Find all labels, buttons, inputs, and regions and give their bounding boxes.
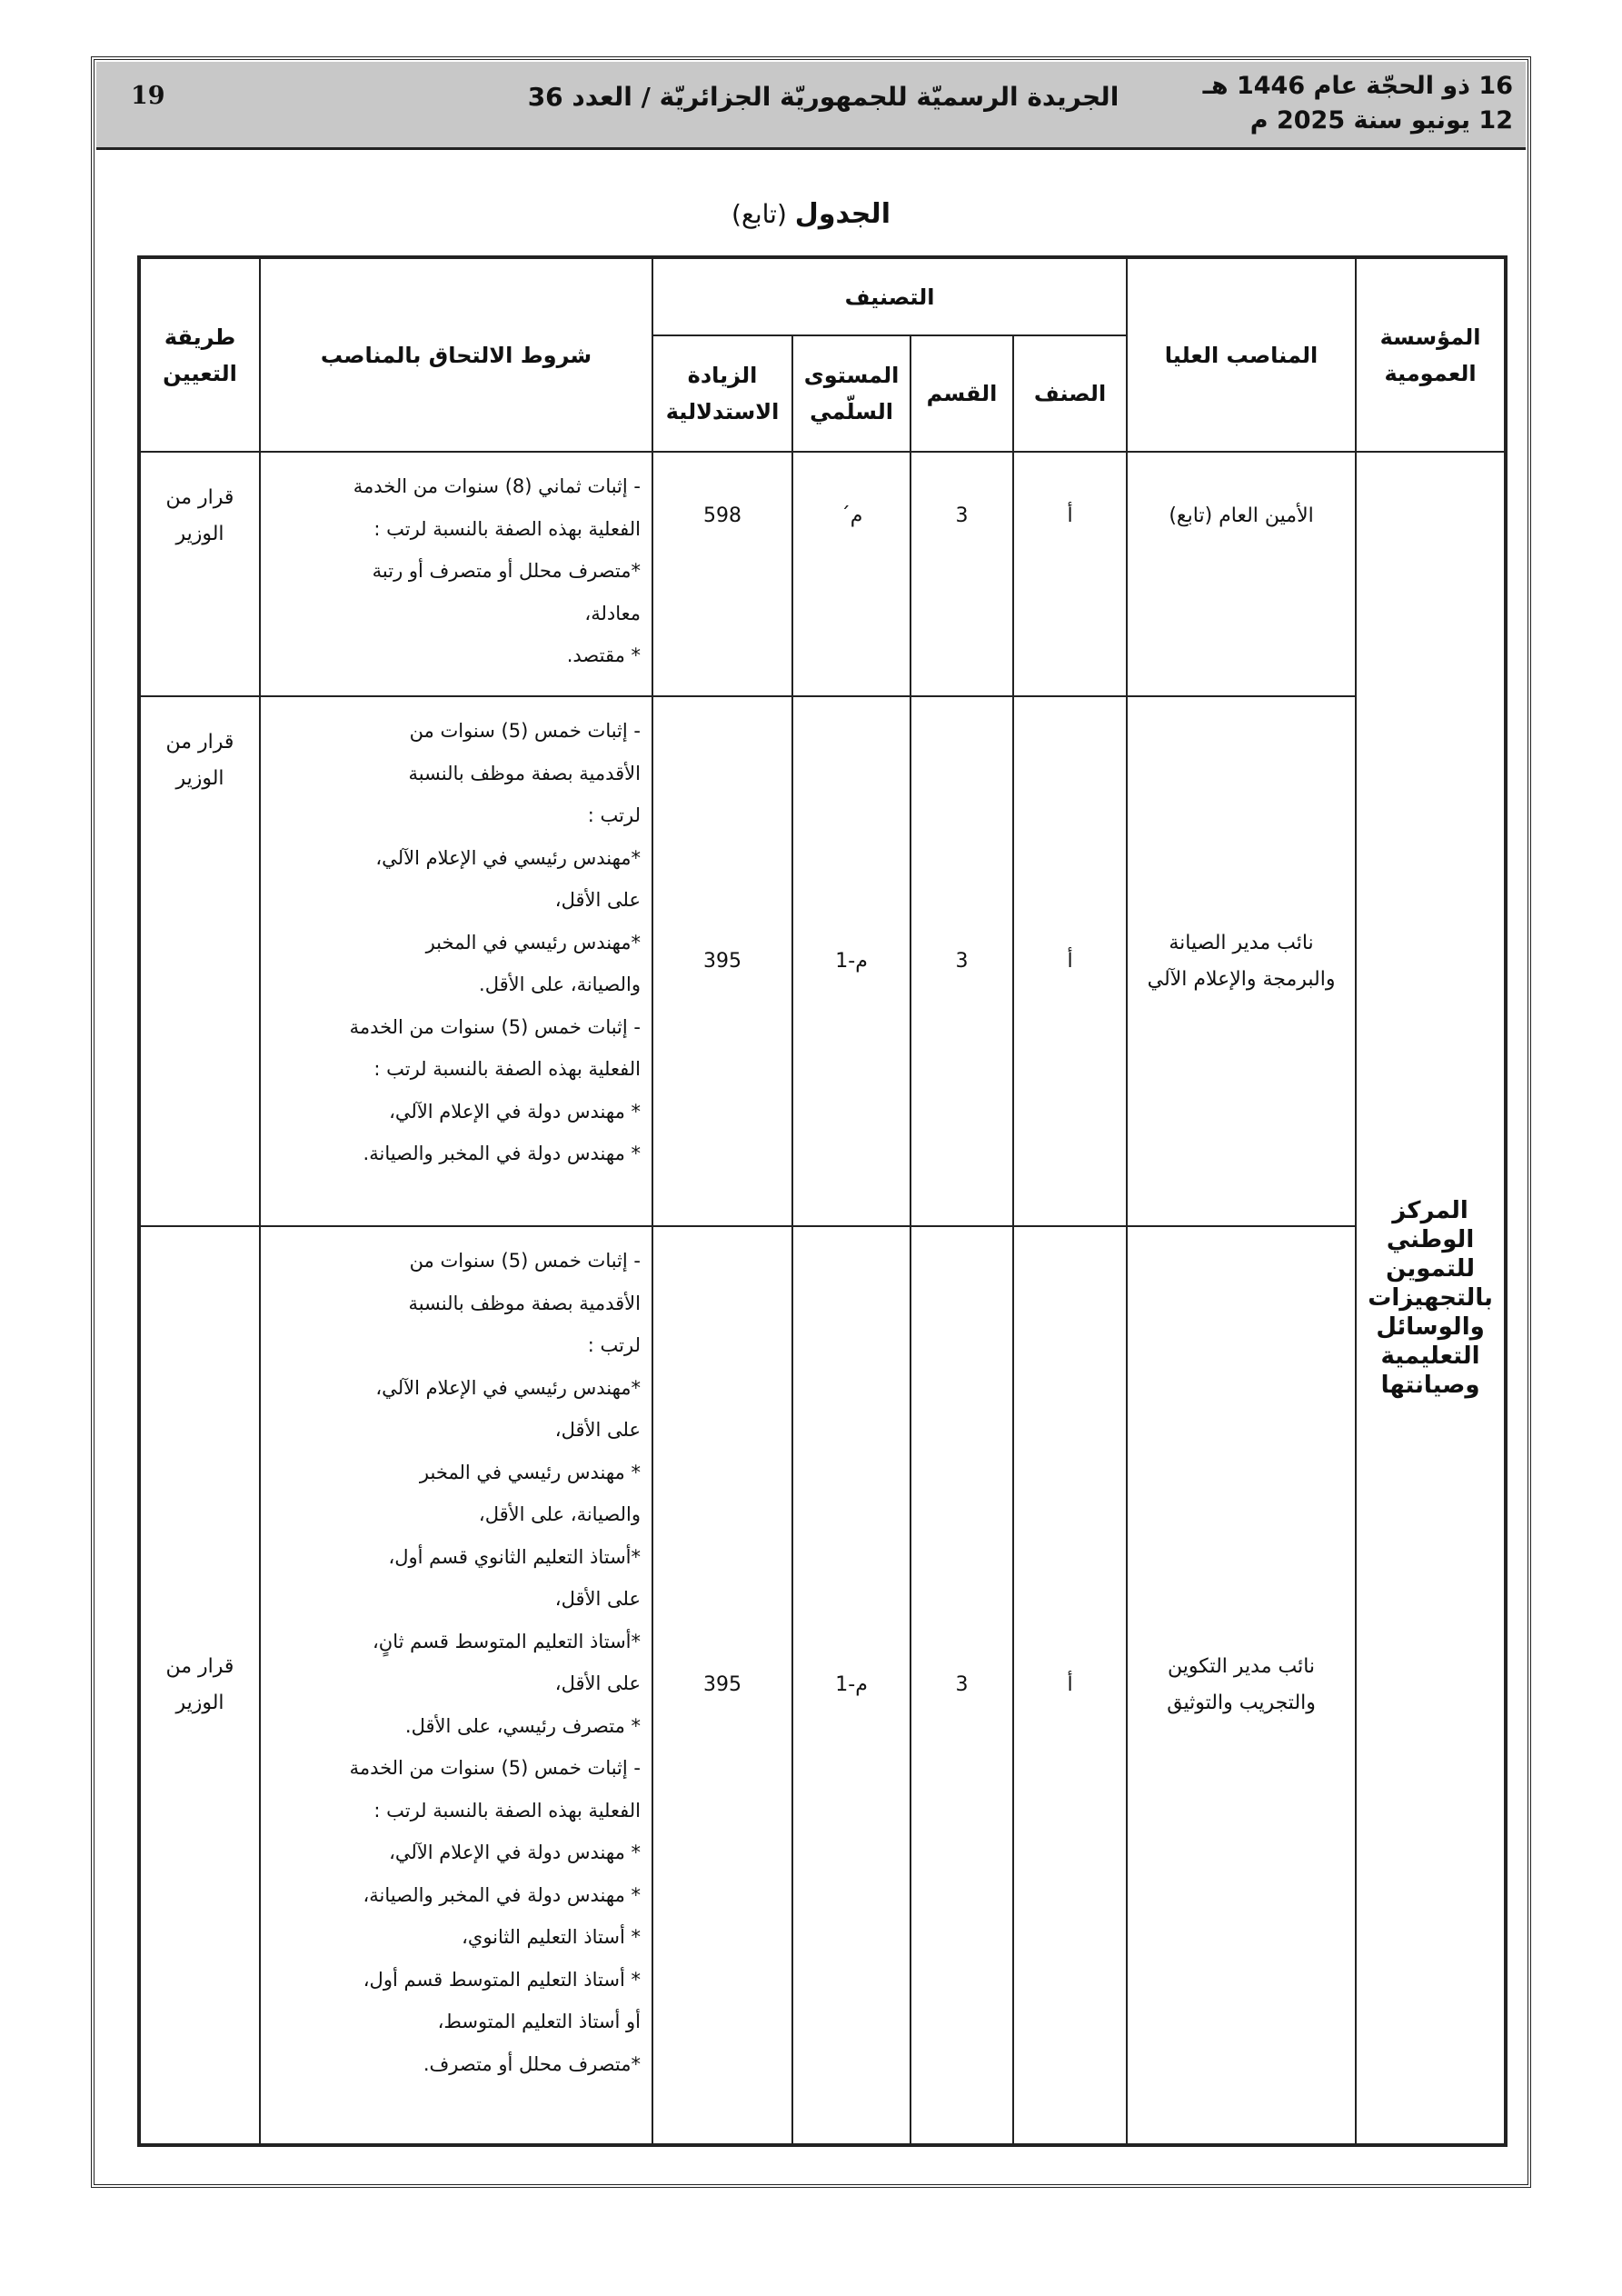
position-title: نائب مدير الصيانة والبرمجة والإعلام الآلي <box>1127 696 1356 1226</box>
table-row <box>139 1226 1506 2145</box>
condition-line: *أستاذ التعليم الثانوي قسم أول، <box>388 1545 641 1568</box>
access-conditions <box>260 1226 652 2145</box>
condition-line: *مهندس رئيسي في الإعلام الآلي، <box>375 1376 641 1399</box>
table-caption <box>0 198 1622 230</box>
condition-line: *مهندس رئيسي في الإعلام الآلي، <box>375 846 641 869</box>
table-row <box>139 696 1506 1226</box>
section-value: 3 <box>911 1226 1013 2145</box>
condition-line: والصيانة، على الأقل، <box>478 1503 641 1525</box>
condition-line: * أستاذ التعليم المتوسط قسم أول، <box>363 1968 641 1991</box>
condition-line: * مهندس دولة في الإعلام الآلي، <box>389 1842 641 1863</box>
condition-line: * مهندس رئيسي في المخبر <box>419 1461 641 1483</box>
condition-line: الفعلية بهذه الصفة بالنسبة لرتب : <box>373 1058 641 1080</box>
section-value: 3 <box>911 452 1013 696</box>
level-value: م´ <box>792 452 911 696</box>
condition-line: *مهندس رئيسي في المخبر <box>425 931 641 953</box>
condition-line: * مهندس دولة في الإعلام الآلي، <box>389 1100 641 1123</box>
col-category: الصنف <box>1013 335 1127 452</box>
condition-line: على الأقل، <box>554 1588 641 1610</box>
col-conditions: شروط الالتحاق بالمناصب <box>260 257 652 452</box>
condition-line: * أستاذ التعليم الثانوي، <box>462 1926 641 1948</box>
condition-line: الفعلية بهذه الصفة بالنسبة لرتب : <box>373 517 641 540</box>
condition-line: - إثبات ثماني (8) سنوات من الخدمة <box>353 475 641 497</box>
gazette-title: الجريدة الرسميّة للجمهوريّة الجزائريّة / العدد 36 <box>527 82 1119 112</box>
condition-line: الأقدمية بصفة موظف بالنسبة <box>408 1292 641 1314</box>
condition-line: *متصرف محلل أو متصرف. <box>423 2052 641 2075</box>
col-increment: الزيادة الاستدلالية <box>652 335 792 452</box>
condition-line: - إثبات خمس (5) سنوات من الخدمة <box>349 1757 641 1779</box>
section-value: 3 <box>911 696 1013 1226</box>
condition-line: *أستاذ التعليم المتوسط قسم ثانٍ، <box>373 1630 641 1652</box>
table-row <box>139 452 1506 696</box>
condition-line: * مقتصد. <box>566 644 641 666</box>
increment-value: 395 <box>652 696 792 1226</box>
condition-line: لرتب : <box>587 804 641 826</box>
hijri-date: 16 ذو الحجّة عام 1446 هـ <box>1202 72 1513 100</box>
col-institution: المؤسسة العمومية <box>1356 257 1506 452</box>
appointment-method: قرار من الوزير <box>139 452 260 696</box>
position-title: الأمين العام (تابع) <box>1127 452 1356 696</box>
col-method: طريقة التعيين <box>139 257 260 452</box>
condition-line: - إثبات خمس (5) سنوات من <box>409 720 641 742</box>
condition-line: الأقدمية بصفة موظف بالنسبة <box>408 762 641 784</box>
level-value: م-1 <box>792 696 911 1226</box>
condition-line: - إثبات خمس (5) سنوات من الخدمة <box>349 1015 641 1038</box>
positions-table <box>137 255 1508 2147</box>
institution-name: المركز الوطني للتموين بالتجهيزات والوسائل التعليمية وصيانتها <box>1356 452 1506 2145</box>
page-header <box>96 62 1526 150</box>
increment-value: 395 <box>652 1226 792 2145</box>
condition-line: على الأقل، <box>554 889 641 911</box>
category-value: أ <box>1013 696 1127 1226</box>
condition-line: أو أستاذ التعليم المتوسط، <box>437 2011 641 2032</box>
header-dates <box>1203 69 1513 138</box>
page-number: 19 <box>131 82 165 110</box>
access-conditions <box>260 452 652 696</box>
condition-line: * مهندس دولة في المخبر والصيانة، <box>363 1883 641 1906</box>
condition-line: على الأقل، <box>554 1419 641 1441</box>
condition-line: *متصرف محلل أو متصرف أو رتبة <box>372 560 641 582</box>
condition-line: الفعلية بهذه الصفة بالنسبة لرتب : <box>373 1799 641 1822</box>
level-value: م-1 <box>792 1226 911 2145</box>
category-value: أ <box>1013 452 1127 696</box>
access-conditions <box>260 696 652 1226</box>
appointment-method: قرار من الوزير <box>139 1226 260 2145</box>
condition-line: * متصرف رئيسي، على الأقل. <box>404 1714 641 1737</box>
col-positions: المناصب العليا <box>1127 257 1356 452</box>
col-section: القسم <box>911 335 1013 452</box>
col-level: المستوى السلّمي <box>792 335 911 452</box>
condition-line: - إثبات خمس (5) سنوات من <box>409 1250 641 1272</box>
condition-line: والصيانة، على الأقل. <box>479 973 641 995</box>
col-classification: التصنيف <box>652 257 1127 335</box>
caption-suffix: (تابع) <box>731 199 787 229</box>
caption-title: الجدول <box>794 198 891 230</box>
gregorian-date: 12 يونيو سنة 2025 م <box>1249 106 1513 135</box>
category-value: أ <box>1013 1226 1127 2145</box>
position-title: نائب مدير التكوين والتجريب والتوثيق <box>1127 1226 1356 2145</box>
appointment-method: قرار من الوزير <box>139 696 260 1226</box>
condition-line: معادلة، <box>584 602 641 624</box>
condition-line: على الأقل، <box>554 1672 641 1694</box>
condition-line: لرتب : <box>587 1334 641 1356</box>
condition-line: * مهندس دولة في المخبر والصيانة. <box>363 1143 641 1164</box>
increment-value: 598 <box>652 452 792 696</box>
